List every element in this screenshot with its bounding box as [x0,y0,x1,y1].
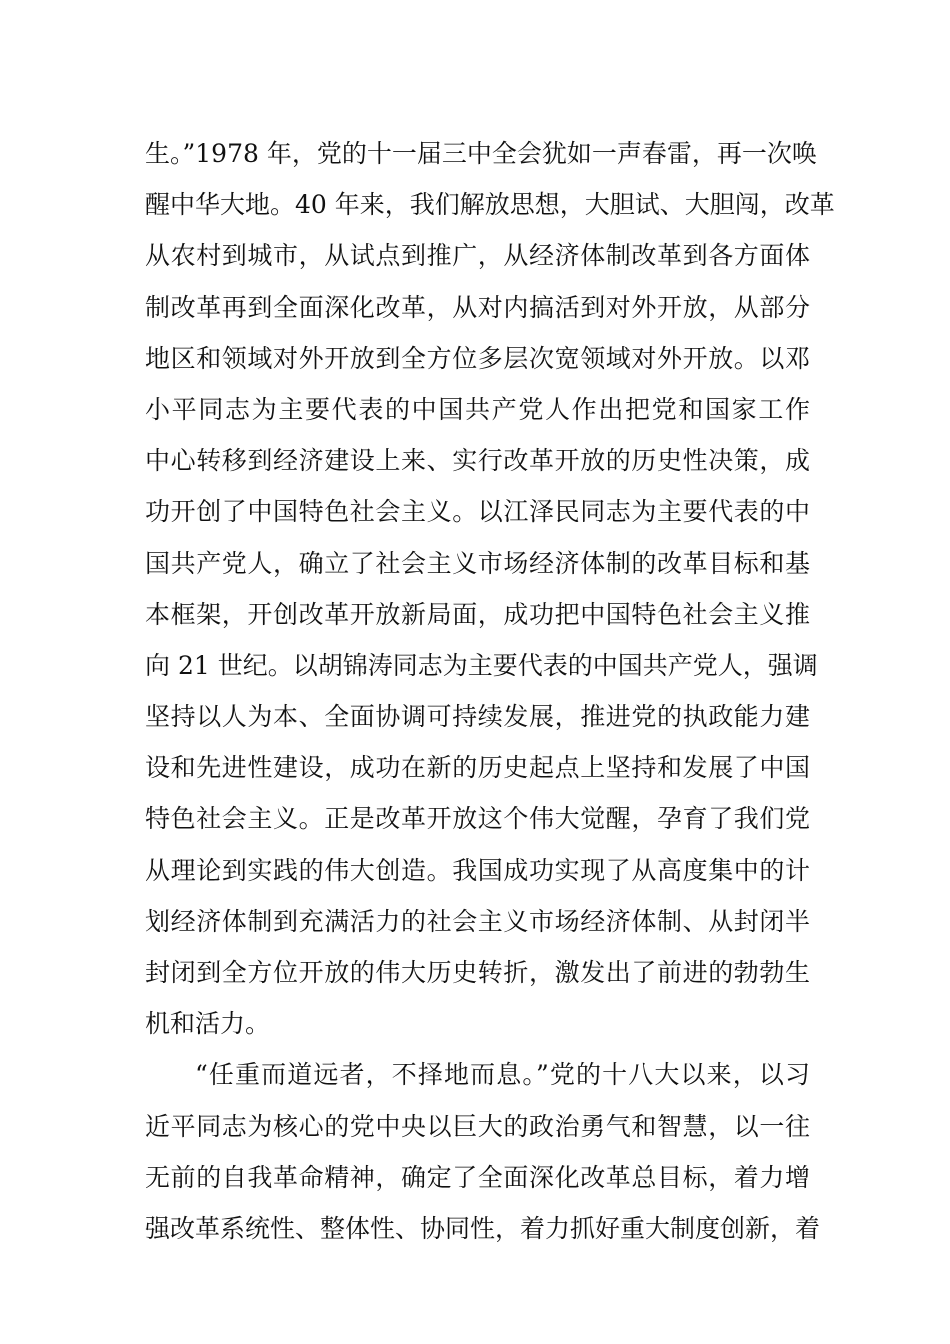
text-line: 本框架，开创改革开放新局面，成功把中国特色社会主义推 [145,599,810,629]
text-line: 中心转移到经济建设上来、实行改革开放的历史性决策，成 [145,446,810,476]
text-line: 设和先进性建设，成功在新的历史起点上坚持和发展了中国 [145,753,810,783]
text-line: 生。”1978 年，党的十一届三中全会犹如一声春雷，再一次唤 [145,139,817,168]
paragraph-end-line: 机和活力。 [145,1009,271,1039]
text-line: 醒中华大地。40 年来，我们解放思想，大胆试、大胆闯，改革 [145,190,835,220]
text-line: 地区和领域对外开放到全方位多层次宽领域对外开放。以邓 [145,343,810,373]
text-line: 近平同志为核心的党中央以巨大的政治勇气和智慧，以一往 [145,1111,810,1141]
text-line: 特色社会主义。正是改革开放这个伟大觉醒，孕育了我们党 [145,804,810,834]
body-text [145,128,835,1254]
text-line: 制改革再到全面深化改革，从对内搞活到对外开放，从部分 [145,292,810,322]
text-line: 无前的自我革命精神，确定了全面深化改革总目标，着力增 [145,1162,810,1192]
text-line: 划经济体制到充满活力的社会主义市场经济体制、从封闭半 [145,906,810,936]
text-line: 国共产党人，确立了社会主义市场经济体制的改革目标和基 [145,548,810,578]
text-line: 强改革系统性、整体性、协同性，着力抓好重大制度创新，着 [145,1213,821,1243]
paragraph-start-line: “任重而道远者，不择地而息。”党的十八大以来，以习 [195,1060,810,1090]
text-line: 坚持以人为本、全面协调可持续发展，推进党的执政能力建 [145,702,810,732]
text-line: 小平同志为主要代表的中国共产党人作出把党和国家工作 [145,394,810,424]
text-line: 从理论到实践的伟大创造。我国成功实现了从高度集中的计 [145,855,810,885]
text-line: 向 21 世纪。以胡锦涛同志为主要代表的中国共产党人，强调 [145,650,818,680]
text-line: 功开创了中国特色社会主义。以江泽民同志为主要代表的中 [145,497,810,527]
text-line: 封闭到全方位开放的伟大历史转折，激发出了前进的勃勃生 [145,958,810,987]
text-line: 从农村到城市，从试点到推广，从经济体制改革到各方面体 [145,241,810,271]
